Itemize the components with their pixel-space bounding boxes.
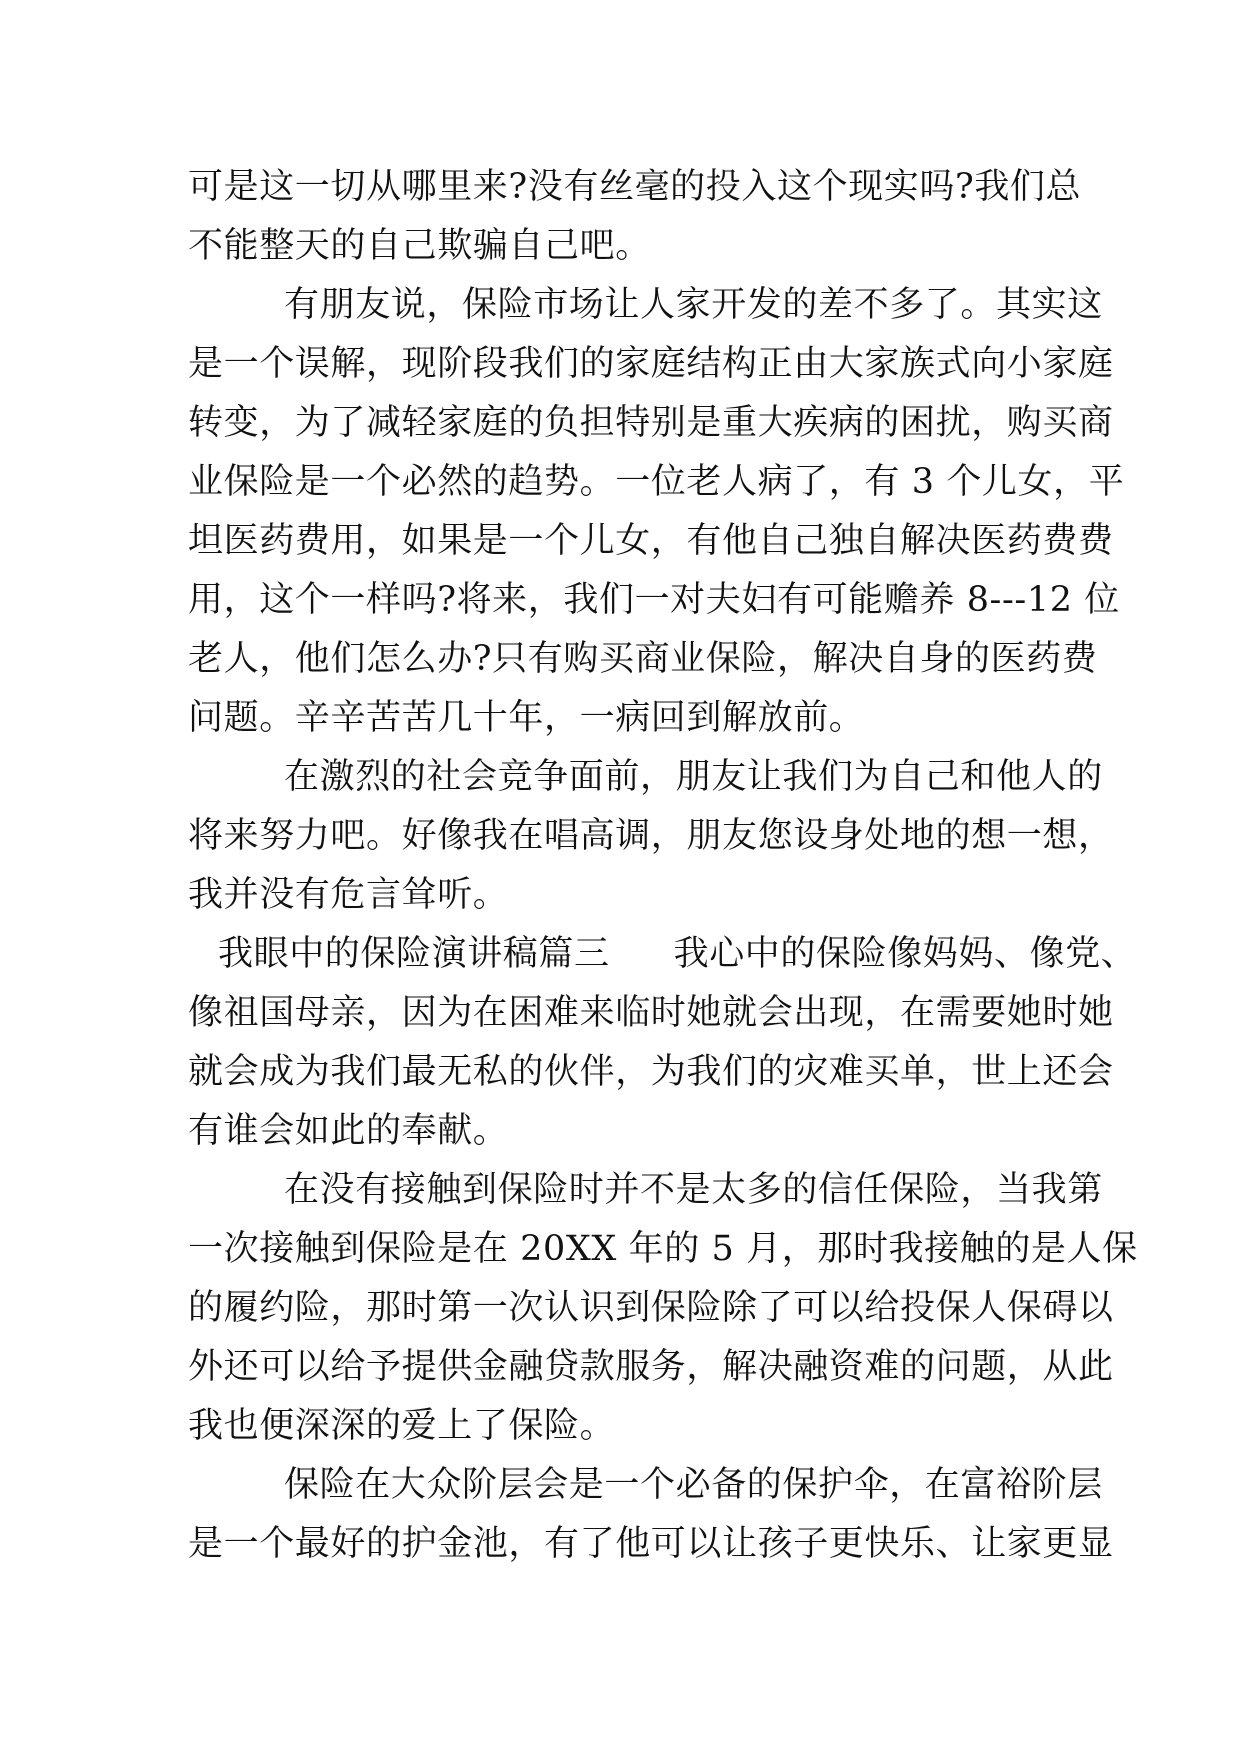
text-line: 像祖国母亲，因为在困难来临时她就会出现，在需要她时她 (188, 993, 1114, 1033)
text-line: 的履约险，那时第一次认识到保险除了可以给投保人保碍以 (188, 1288, 1114, 1328)
section-first-text: 我心中的保险像妈妈、像党、 (673, 934, 1137, 974)
text-line: 不能整天的自己欺骗自己吧。 (188, 226, 651, 266)
paragraph-4 (188, 925, 1137, 1161)
text-line: 问题。辛辛苦苦几十年，一病回到解放前。 (188, 698, 865, 738)
body-text (188, 158, 1138, 1574)
text-line: 业保险是一个必然的趋势。一位老人病了，有 3 个儿女，平 (188, 462, 1125, 502)
text-line: 老人，他们怎么办?只有购买商业保险，解决自身的医药费 (188, 639, 1098, 679)
paragraph-5 (188, 1161, 1138, 1456)
text-line: 用，这个一样吗?将来，我们一对夫妇有可能赡养 8---12 位 (188, 580, 1120, 620)
paragraph-1 (188, 158, 1082, 276)
text-line: 外还可以给予提供金融贷款服务，解决融资难的问题，从此 (188, 1347, 1114, 1387)
text-line: 就会成为我们最无私的伙伴，为我们的灾难买单，世上还会 (188, 1052, 1114, 1092)
section-title: 我眼中的保险演讲稿篇三 (218, 934, 610, 974)
text-line: 有朋友说，保险市场让人家开发的差不多了。其实这 (284, 285, 1103, 325)
text-line: 一次接触到保险是在 20XX 年的 5 月，那时我接触的是人保 (188, 1229, 1138, 1269)
text-line: 有谁会如此的奉献。 (188, 1111, 509, 1151)
text-line: 在激烈的社会竞争面前，朋友让我们为自己和他人的 (284, 757, 1103, 797)
paragraph-6 (188, 1456, 1114, 1574)
text-line: 在没有接触到保险时并不是太多的信任保险，当我第 (284, 1170, 1103, 1210)
text-line: 是一个误解，现阶段我们的家庭结构正由大家族式向小家庭 (188, 344, 1114, 384)
paragraph-2 (188, 276, 1125, 748)
text-line: 我也便深深的爱上了保险。 (188, 1406, 616, 1446)
text-line: 转变，为了减轻家庭的负担特别是重大疾病的困扰，购买商 (188, 403, 1114, 443)
text-line: 可是这一切从哪里来?没有丝毫的投入这个现实吗?我们总 (188, 167, 1082, 207)
text-line: 是一个最好的护金池，有了他可以让孩子更快乐、让家更显 (188, 1524, 1114, 1564)
paragraph-3 (188, 748, 1114, 925)
text-line: 将来努力吧。好像我在唱高调，朋友您设身处地的想一想， (188, 816, 1114, 856)
text-line: 保险在大众阶层会是一个必备的保护伞，在富裕阶层 (284, 1465, 1103, 1505)
text-line: 我并没有危言耸听。 (188, 875, 509, 915)
text-line: 坦医药费用，如果是一个儿女，有他自己独自解决医药费费 (188, 521, 1114, 561)
section-line (188, 925, 1137, 984)
